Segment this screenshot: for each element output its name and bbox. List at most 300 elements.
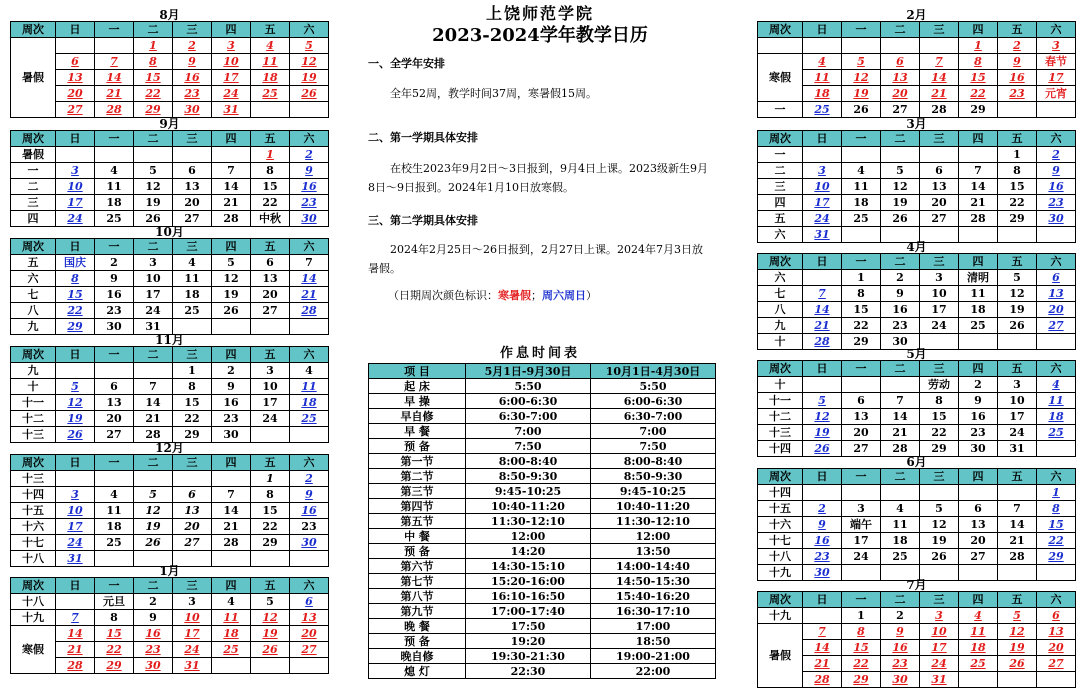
- week-row: [758, 270, 1076, 286]
- week-number: 寒假: [11, 626, 56, 674]
- day-cell: [212, 179, 251, 195]
- schedule-time: 9:45-10:25: [591, 484, 716, 499]
- weekday-header: 三: [173, 347, 212, 363]
- week-number: 十四: [11, 487, 56, 503]
- day-cell: [95, 211, 134, 227]
- day-cell: [251, 102, 290, 118]
- day-value: 7: [305, 255, 313, 269]
- schedule-time: 22:30: [466, 664, 591, 679]
- day-value: 19: [145, 195, 161, 209]
- day-cell: [1037, 485, 1076, 501]
- weekday-header: 周次: [758, 592, 803, 608]
- day-cell: [290, 610, 329, 626]
- day-cell: [803, 102, 842, 118]
- day-cell: [1037, 302, 1076, 318]
- schedule-time: 6:30-7:00: [466, 409, 591, 424]
- day-value: 8: [149, 54, 157, 68]
- day-value: 3: [1013, 377, 1021, 391]
- day-value: 8: [188, 379, 196, 393]
- day-cell: [998, 409, 1037, 425]
- day-cell: [803, 163, 842, 179]
- day-cell: [290, 471, 329, 487]
- day-cell: [842, 163, 881, 179]
- day-value: 17: [1009, 409, 1025, 423]
- day-value: 6: [266, 255, 274, 269]
- day-value: 17: [931, 302, 947, 316]
- day-cell: [134, 86, 173, 102]
- day-value: 28: [892, 441, 908, 455]
- day-cell: [290, 427, 329, 443]
- day-value: 19: [262, 626, 278, 640]
- weekday-header: 六: [1037, 22, 1076, 38]
- day-cell: [881, 501, 920, 517]
- week-number: 一: [758, 102, 803, 118]
- day-value: 20: [184, 195, 200, 209]
- day-value: 3: [227, 38, 235, 52]
- schedule-item: 起 床: [369, 379, 466, 394]
- day-value: 12: [145, 179, 161, 193]
- schedule-row: [369, 379, 716, 394]
- week-row: [758, 318, 1076, 334]
- day-cell: [842, 409, 881, 425]
- day-value: 5: [149, 163, 157, 177]
- day-value: 27: [892, 102, 908, 116]
- month-table: [10, 130, 329, 227]
- day-value: 2: [227, 363, 235, 377]
- day-cell: [95, 594, 134, 610]
- day-cell: [998, 38, 1037, 54]
- day-cell: [212, 211, 251, 227]
- day-cell: [251, 38, 290, 54]
- day-cell: [251, 303, 290, 319]
- schedule-time: 16:30-17:10: [591, 604, 716, 619]
- day-cell: [998, 270, 1037, 286]
- day-value: 10: [814, 179, 830, 193]
- day-value: 23: [1048, 195, 1064, 209]
- day-value: 30: [301, 211, 317, 225]
- day-value: 6: [1052, 608, 1060, 622]
- day-value: 28: [145, 427, 161, 441]
- day-cell: [290, 551, 329, 567]
- day-value: 13: [262, 271, 278, 285]
- day-cell: [212, 255, 251, 271]
- weekday-header: 日: [56, 455, 95, 471]
- week-number: 暑假: [11, 38, 56, 118]
- day-value: 11: [814, 70, 830, 84]
- day-cell: [212, 303, 251, 319]
- day-cell: [212, 411, 251, 427]
- day-cell: [881, 163, 920, 179]
- day-value: 2: [1052, 147, 1060, 161]
- week-number: 六: [758, 270, 803, 286]
- day-cell: [251, 86, 290, 102]
- day-value: 4: [818, 54, 826, 68]
- week-number: 十: [758, 377, 803, 393]
- day-value: 13: [970, 517, 986, 531]
- day-value: 22: [67, 303, 83, 317]
- day-value: 8: [857, 624, 865, 638]
- day-cell: [842, 147, 881, 163]
- schedule-row: [369, 619, 716, 634]
- day-cell: [1037, 334, 1076, 350]
- day-value: 12: [262, 610, 278, 624]
- day-cell: [56, 551, 95, 567]
- day-value: 10: [262, 379, 278, 393]
- day-cell: [173, 395, 212, 411]
- day-cell: [998, 318, 1037, 334]
- day-cell: [251, 255, 290, 271]
- day-cell: [95, 471, 134, 487]
- week-row: [758, 608, 1076, 624]
- day-value: 9: [1013, 54, 1021, 68]
- week-number: 十三: [758, 425, 803, 441]
- day-cell: [842, 640, 881, 656]
- month-title: 3月: [906, 117, 927, 131]
- schedule-time: 12:00: [466, 529, 591, 544]
- day-cell: [959, 179, 998, 195]
- day-value: 17: [814, 195, 830, 209]
- day-cell: [95, 195, 134, 211]
- month-calendar: [10, 566, 329, 674]
- week-row: [758, 656, 1076, 672]
- day-value: 15: [184, 395, 200, 409]
- weekday-header: 一: [95, 347, 134, 363]
- schedule-time: 14:30-15:10: [466, 559, 591, 574]
- day-value: 13: [892, 70, 908, 84]
- week-number: 寒假: [758, 54, 803, 102]
- weekday-header: 二: [134, 131, 173, 147]
- weekday-header: 五: [251, 131, 290, 147]
- day-cell: [56, 519, 95, 535]
- day-value: 29: [184, 427, 200, 441]
- schedule-item: 早 操: [369, 394, 466, 409]
- day-value: 7: [896, 393, 904, 407]
- day-value: 16: [1009, 70, 1025, 84]
- month-table: [10, 577, 329, 674]
- day-value: 25: [814, 102, 830, 116]
- day-cell: [212, 319, 251, 335]
- day-value: 14: [814, 302, 830, 316]
- day-value: 1: [266, 147, 274, 161]
- day-value: 10: [145, 271, 161, 285]
- week-row: [11, 54, 329, 70]
- weekday-header: 六: [290, 578, 329, 594]
- day-cell: [251, 379, 290, 395]
- day-value: 28: [931, 102, 947, 116]
- day-cell: [173, 471, 212, 487]
- weekday-header: 三: [920, 131, 959, 147]
- week-row: [11, 70, 329, 86]
- day-value: 3: [188, 594, 196, 608]
- day-cell: [881, 86, 920, 102]
- day-cell: [959, 227, 998, 243]
- day-cell: [95, 551, 134, 567]
- weekday-header: 六: [1037, 592, 1076, 608]
- month-calendar: [10, 227, 329, 335]
- day-cell: [173, 658, 212, 674]
- day-value: 25: [106, 211, 122, 225]
- week-row: [11, 379, 329, 395]
- week-row: [758, 425, 1076, 441]
- month-title: 11月: [155, 333, 184, 347]
- day-cell: [212, 594, 251, 610]
- week-number: 十九: [11, 610, 56, 626]
- day-value: 6: [935, 163, 943, 177]
- day-value: 24: [223, 86, 239, 100]
- day-cell: [251, 551, 290, 567]
- day-value: 28: [67, 658, 83, 672]
- day-cell: [1037, 549, 1076, 565]
- schedule-row: [369, 514, 716, 529]
- day-value: 9: [227, 379, 235, 393]
- day-cell: [95, 255, 134, 271]
- day-cell: [842, 102, 881, 118]
- day-cell: [803, 227, 842, 243]
- day-cell: [959, 377, 998, 393]
- week-row: [11, 271, 329, 287]
- day-cell: [1037, 533, 1076, 549]
- day-value: 19: [1009, 640, 1025, 654]
- day-cell: [212, 287, 251, 303]
- day-value: 27: [853, 441, 869, 455]
- weekday-header: 六: [290, 347, 329, 363]
- day-cell: [1037, 393, 1076, 409]
- schedule-row: [369, 544, 716, 559]
- day-value: 5: [1013, 270, 1021, 284]
- day-cell: [803, 393, 842, 409]
- day-cell: [1037, 501, 1076, 517]
- day-value: 16: [892, 302, 908, 316]
- day-cell: [212, 503, 251, 519]
- weekday-header: 三: [920, 592, 959, 608]
- month-title: 1月: [159, 564, 180, 578]
- day-cell: [290, 535, 329, 551]
- day-cell: [842, 441, 881, 457]
- day-value: 7: [227, 163, 235, 177]
- week-number: 十六: [758, 517, 803, 533]
- weekday-header: 周次: [758, 469, 803, 485]
- day-value: 18: [106, 519, 122, 533]
- day-cell: [1037, 608, 1076, 624]
- week-row: [758, 501, 1076, 517]
- weekday-header: 一: [842, 254, 881, 270]
- day-value: 21: [970, 195, 986, 209]
- schedule-row: [369, 394, 716, 409]
- day-value: 22: [262, 195, 278, 209]
- weekday-header: 周次: [758, 131, 803, 147]
- day-cell: [881, 485, 920, 501]
- day-value: 10: [67, 179, 83, 193]
- weekday-header: 四: [212, 131, 251, 147]
- day-value: 20: [184, 519, 200, 533]
- day-value: 5: [266, 594, 274, 608]
- schedule-time: 10:40-11:20: [591, 499, 716, 514]
- weekday-header: 二: [881, 131, 920, 147]
- day-value: 10: [67, 503, 83, 517]
- weekday-header: 五: [251, 455, 290, 471]
- day-cell: [959, 425, 998, 441]
- day-cell: [290, 179, 329, 195]
- day-value: 10: [931, 624, 947, 638]
- day-cell: [173, 287, 212, 303]
- day-value: 3: [818, 163, 826, 177]
- day-cell: [998, 565, 1037, 581]
- day-cell: [251, 658, 290, 674]
- week-row: [758, 102, 1076, 118]
- day-cell: [173, 626, 212, 642]
- week-number: 十六: [11, 519, 56, 535]
- day-cell: [56, 195, 95, 211]
- schedule-header: 5月1日-9月30日: [466, 364, 591, 379]
- schedule-time: 6:30-7:00: [591, 409, 716, 424]
- day-cell: [842, 533, 881, 549]
- day-cell: [134, 271, 173, 287]
- weekday-header: 一: [842, 469, 881, 485]
- day-value: 6: [1052, 270, 1060, 284]
- day-cell: [134, 610, 173, 626]
- weekday-header: 四: [212, 239, 251, 255]
- schedule-header: 10月1日-4月30日: [591, 364, 716, 379]
- day-cell: [290, 86, 329, 102]
- day-value: 14: [1009, 517, 1025, 531]
- day-cell: [959, 195, 998, 211]
- day-cell: [212, 487, 251, 503]
- weekday-header: 五: [251, 22, 290, 38]
- day-cell: [290, 287, 329, 303]
- day-cell: [881, 549, 920, 565]
- day-cell: [173, 487, 212, 503]
- day-cell: [56, 179, 95, 195]
- weekday-header: 二: [881, 254, 920, 270]
- day-value: 22: [931, 425, 947, 439]
- schedule-time: 11:30-12:10: [591, 514, 716, 529]
- day-cell: [920, 409, 959, 425]
- day-cell: [134, 363, 173, 379]
- schedule-time: 5:50: [591, 379, 716, 394]
- day-cell: [959, 102, 998, 118]
- day-cell: [212, 519, 251, 535]
- day-cell: [959, 393, 998, 409]
- day-cell: [959, 54, 998, 70]
- schedule-time: 17:00-17:40: [466, 604, 591, 619]
- month-table: [10, 346, 329, 443]
- weekday-header: 日: [56, 22, 95, 38]
- day-cell: [842, 54, 881, 70]
- weekday-header: 周次: [758, 361, 803, 377]
- day-value: 27: [262, 303, 278, 317]
- day-cell: [95, 427, 134, 443]
- weekday-header: 日: [803, 131, 842, 147]
- schedule-item: 第七节: [369, 574, 466, 589]
- day-cell: [920, 501, 959, 517]
- day-cell: [998, 624, 1037, 640]
- day-value: 28: [1009, 549, 1025, 563]
- day-cell: [842, 302, 881, 318]
- day-value: 13: [67, 70, 83, 84]
- day-value: 4: [227, 594, 235, 608]
- week-number: 十二: [11, 411, 56, 427]
- day-value: 16: [223, 395, 239, 409]
- day-cell: [803, 640, 842, 656]
- weekday-header: 四: [212, 347, 251, 363]
- day-value: 元旦: [103, 594, 125, 608]
- day-value: 11: [106, 179, 122, 193]
- day-value: 7: [1013, 501, 1021, 515]
- day-cell: [842, 38, 881, 54]
- week-number: 七: [758, 286, 803, 302]
- day-cell: [998, 54, 1037, 70]
- day-value: 9: [305, 487, 313, 501]
- day-cell: [290, 503, 329, 519]
- day-value: 26: [145, 535, 161, 549]
- day-value: 29: [1048, 549, 1064, 563]
- weekday-header: 一: [95, 578, 134, 594]
- day-value: 21: [892, 425, 908, 439]
- day-cell: [998, 549, 1037, 565]
- day-value: 30: [814, 565, 830, 579]
- day-cell: [959, 409, 998, 425]
- day-cell: [959, 38, 998, 54]
- day-value: 12: [931, 517, 947, 531]
- weekday-header: 二: [881, 592, 920, 608]
- day-cell: [920, 102, 959, 118]
- day-value: 31: [931, 672, 947, 686]
- day-cell: [1037, 270, 1076, 286]
- week-number: 二: [758, 163, 803, 179]
- month-table: [757, 21, 1076, 118]
- day-cell: [881, 640, 920, 656]
- day-value: 4: [857, 163, 865, 177]
- day-cell: [998, 533, 1037, 549]
- weekday-header: 二: [881, 361, 920, 377]
- day-cell: [251, 427, 290, 443]
- day-cell: [842, 425, 881, 441]
- day-value: 9: [305, 163, 313, 177]
- day-cell: [803, 485, 842, 501]
- day-cell: [212, 535, 251, 551]
- day-cell: [56, 487, 95, 503]
- day-value: 9: [896, 286, 904, 300]
- day-value: 17: [67, 195, 83, 209]
- day-value: 12: [814, 409, 830, 423]
- week-number: 四: [758, 195, 803, 211]
- weekday-header: 周次: [11, 347, 56, 363]
- day-cell: [998, 377, 1037, 393]
- day-cell: [920, 517, 959, 533]
- day-cell: [881, 656, 920, 672]
- day-value: 11: [970, 286, 986, 300]
- day-cell: [920, 163, 959, 179]
- day-value: 8: [266, 487, 274, 501]
- month-title: 6月: [906, 455, 927, 469]
- day-value: 3: [857, 501, 865, 515]
- day-value: 30: [223, 427, 239, 441]
- weekday-header: 五: [998, 592, 1037, 608]
- day-value: 12: [301, 54, 317, 68]
- month-title: 4月: [906, 240, 927, 254]
- day-cell: [173, 179, 212, 195]
- day-cell: [212, 363, 251, 379]
- day-value: 12: [1009, 624, 1025, 638]
- weekday-header: 二: [134, 455, 173, 471]
- day-cell: [842, 211, 881, 227]
- day-cell: [251, 363, 290, 379]
- weekday-header: 四: [212, 22, 251, 38]
- day-value: 春节: [1045, 54, 1067, 68]
- day-value: 13: [184, 179, 200, 193]
- week-row: [11, 487, 329, 503]
- day-cell: [920, 147, 959, 163]
